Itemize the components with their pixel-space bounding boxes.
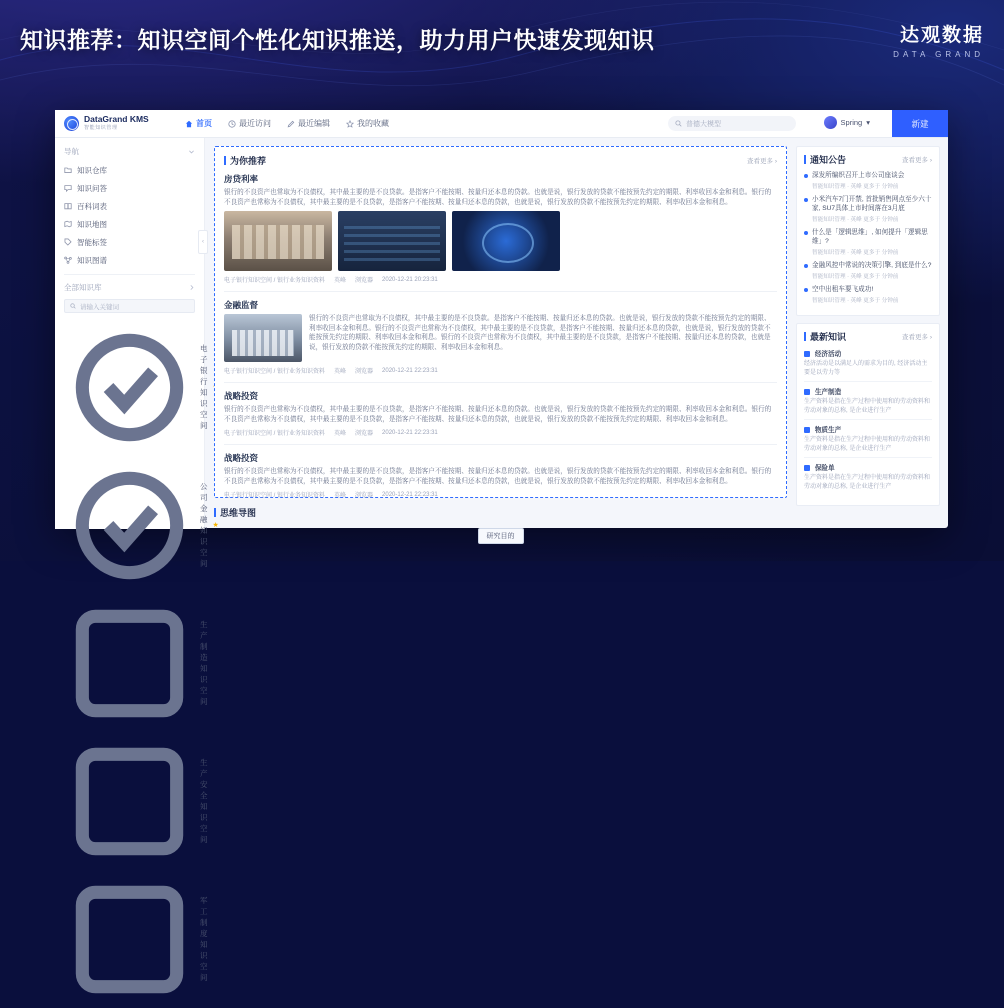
tab-my-favorites[interactable] bbox=[346, 118, 389, 129]
knowledge-item-title-wrap bbox=[804, 348, 932, 358]
accent-bar bbox=[804, 332, 806, 341]
recommendation-title: 为你推荐 bbox=[230, 156, 267, 166]
accent-bar bbox=[804, 155, 806, 164]
mindmap-title: 思维导图 bbox=[220, 508, 257, 518]
notice-meta: 智能知识管理 · 英峰 更多于 分钟前 bbox=[812, 184, 899, 190]
sidebar-item-label: 知识仓库 bbox=[77, 165, 107, 175]
sidebar-item-encyclopedia[interactable] bbox=[55, 197, 204, 215]
bullet-icon bbox=[804, 198, 808, 202]
accent-bar bbox=[214, 508, 216, 517]
card-meta bbox=[224, 428, 777, 437]
edit-icon bbox=[287, 120, 295, 128]
bullet-icon bbox=[804, 231, 808, 235]
folder-icon bbox=[64, 166, 72, 174]
sidebar-divider bbox=[64, 274, 195, 275]
card-author: 英峰 bbox=[334, 369, 347, 375]
recommendation-card[interactable] bbox=[224, 390, 777, 445]
sidebar-item-label: 百科词表 bbox=[77, 201, 107, 211]
chat-icon bbox=[64, 184, 72, 192]
sidebar-nav-header bbox=[55, 144, 204, 161]
sidebar-space-manufacturing[interactable] bbox=[55, 594, 208, 732]
card-views: 浏览器 bbox=[355, 431, 374, 437]
tab-home[interactable] bbox=[185, 118, 212, 129]
mindmap-header bbox=[214, 506, 787, 519]
global-search[interactable] bbox=[668, 116, 796, 131]
notice-item[interactable] bbox=[804, 285, 932, 304]
sidebar-item-label: 知识地图 bbox=[77, 219, 107, 229]
knowledge-item-title: 物质生产 bbox=[814, 427, 842, 434]
knowledge-item-desc: 生产资料是指在生产过程中使用和的劳动资料和劳动对象的总称, 是企业进行生产 bbox=[804, 437, 931, 452]
latest-knowledge-title-wrap bbox=[804, 330, 846, 343]
sidebar-nav-label: 导航 bbox=[64, 147, 79, 156]
background-decoration bbox=[0, 0, 1004, 120]
document-icon bbox=[804, 465, 810, 471]
map-icon bbox=[64, 220, 72, 228]
card-time: 2020-12-21 22:23:31 bbox=[382, 367, 438, 374]
document-icon bbox=[804, 427, 810, 433]
recommendation-card[interactable] bbox=[224, 173, 777, 292]
search-icon bbox=[675, 120, 682, 127]
sidebar-item-knowledge-map[interactable] bbox=[55, 215, 204, 233]
sidebar-space-military-system[interactable] bbox=[55, 870, 208, 1008]
accent-bar bbox=[224, 156, 226, 165]
notice-meta: 智能知识管理 · 英峰 更多于 分钟前 bbox=[812, 217, 899, 223]
card-title: 金融监督 bbox=[224, 300, 259, 310]
global-search-placeholder: 普德大模型 bbox=[686, 120, 721, 128]
app-topbar bbox=[55, 110, 948, 138]
card-source: 电子银行知识空间 / 银行业务知识资料 bbox=[224, 278, 326, 284]
mindmap-title-wrap bbox=[214, 506, 256, 519]
notice-more-link[interactable]: 查看更多 › bbox=[902, 157, 932, 164]
brand-name-cn: 达观数据 bbox=[899, 25, 984, 46]
document-icon bbox=[804, 351, 810, 357]
tab-recent-visit[interactable] bbox=[228, 118, 271, 129]
card-source: 电子银行知识空间 / 银行业务知识资料 bbox=[224, 431, 326, 437]
knowledge-item-title: 经济活动 bbox=[814, 351, 842, 358]
more-label: 查看更多 bbox=[747, 158, 774, 165]
brand-name-en: DATA GRAND bbox=[893, 50, 984, 59]
bullet-icon bbox=[804, 174, 808, 178]
notice-item[interactable] bbox=[804, 171, 932, 190]
sidebar-item-label: 知识问答 bbox=[77, 183, 107, 193]
recommendation-panel bbox=[214, 146, 787, 498]
card-author: 英峰 bbox=[334, 278, 347, 284]
notice-item[interactable] bbox=[804, 228, 932, 256]
sidebar-item-label: 知识图谱 bbox=[77, 255, 107, 265]
mindmap-canvas[interactable] bbox=[214, 525, 787, 547]
notice-text: 深发所编织召开上市公司座谈会 bbox=[812, 172, 905, 179]
search-icon bbox=[70, 303, 76, 309]
document-icon bbox=[804, 389, 810, 395]
sidebar-space-label: 公司金融知识空间 bbox=[200, 482, 208, 568]
notice-meta: 智能知识管理 · 英峰 更多于 分钟前 bbox=[812, 298, 899, 304]
recommendation-title-wrap bbox=[224, 154, 266, 167]
card-time: 2020-12-21 20:23:31 bbox=[382, 276, 438, 283]
datagrand-logo-icon bbox=[64, 116, 79, 131]
star-icon bbox=[346, 120, 354, 128]
user-menu[interactable] bbox=[824, 116, 870, 129]
user-name: Spring bbox=[840, 118, 863, 127]
application-window bbox=[55, 110, 948, 982]
card-author: 英峰 bbox=[334, 493, 347, 499]
space-icon bbox=[64, 736, 195, 867]
graph-icon bbox=[64, 256, 72, 264]
card-title: 房贷利率 bbox=[224, 174, 259, 184]
knowledge-item-desc: 生产资料是指在生产过程中使用和的劳动资料和劳动对象的总称, 是企业进行生产 bbox=[804, 399, 931, 414]
card-text: 银行的不良资产也常称为不良债权，其中最主要的是不良贷款，是指客户不能按期、按量归还本息的贷款。也就是说，银行发放的贷款不能按预先约定的期限、利率收回本金和利息。银行的不良资产也常称为不良债权，其中最主要的是不良贷款，是指客户不能按期、按量归还本息的贷款，也就是说，银行发放的贷款不能按预先约定的期限、利率收回本金和利息。 bbox=[224, 468, 772, 485]
notice-text: 小米汽车7门开禁, 首批销售网点至少六十家, SU7具体上市时间落在3月底 bbox=[812, 196, 932, 212]
sidebar-item-knowledge-repository[interactable] bbox=[55, 161, 204, 179]
app-body bbox=[55, 138, 948, 982]
knowledge-item-title-wrap bbox=[804, 386, 932, 396]
card-views: 浏览器 bbox=[355, 369, 374, 375]
knowledge-item-title-wrap bbox=[804, 462, 932, 472]
space-icon bbox=[64, 874, 195, 1005]
card-thumbnails bbox=[224, 211, 777, 271]
bullet-icon bbox=[804, 264, 808, 268]
mindmap-root-node[interactable]: 研究目的 bbox=[478, 528, 524, 544]
sidebar-spaces-label: 全部知识库 bbox=[64, 283, 102, 292]
sidebar-space-label: 电子银行知识空间 bbox=[200, 344, 208, 430]
knowledge-item[interactable] bbox=[804, 424, 932, 458]
app-name: DataGrand KMS bbox=[84, 114, 149, 124]
card-text: 银行的不良资产也常取为不良债权，其中最主要的是不良贷款。是指客户不能按期、按量归还本息的贷款。也就是说，银行发放的贷款不能按预先约定的期限、利率收回本金和利息。银行的不良资产也常称为不良债权，其中最主要的是不良贷款，是指客户不能按期、按量归还本息的贷款，也就是说，银行发放的贷款不能按预先约定的期限、利率收回本金和利息。银行的不良资产也常称为不良债权，其中最主要的是不良贷款，是指客户不能按期、按量归还本息的贷款，也就是说，银行发放的贷款不能按预先约定的期限、利率收回本金和利息。 bbox=[309, 315, 771, 351]
card-time: 2020-12-21 22:23:31 bbox=[382, 429, 438, 436]
space-icon bbox=[64, 598, 195, 729]
sidebar-space-ebank[interactable] bbox=[55, 318, 208, 456]
photo-network-thumbnail[interactable] bbox=[452, 211, 560, 271]
card-meta bbox=[224, 275, 777, 284]
card-source: 电子银行知识空间 / 银行业务知识资料 bbox=[224, 369, 326, 375]
sidebar-space-label: 生产安全知识空间 bbox=[200, 758, 208, 844]
latest-knowledge-header bbox=[804, 330, 932, 343]
knowledge-item-desc: 生产资料是指在生产过程中使用和的劳动资料和劳动对象的总称, 是企业进行生产 bbox=[804, 475, 931, 490]
sidebar-space-corporate-finance[interactable] bbox=[55, 456, 219, 594]
tab-my-favorites-label: 我的收藏 bbox=[357, 119, 389, 128]
space-icon bbox=[64, 460, 195, 591]
notice-title-wrap bbox=[804, 153, 846, 166]
notice-header bbox=[804, 153, 932, 166]
knowledge-item-title: 保险单 bbox=[814, 465, 835, 472]
knowledge-item[interactable] bbox=[804, 348, 932, 382]
knowledge-item[interactable] bbox=[804, 386, 932, 420]
more-label: 查看更多 bbox=[902, 334, 929, 341]
sidebar-space-label: 军工制度知识空间 bbox=[200, 896, 208, 982]
chevron-right-icon[interactable] bbox=[188, 284, 195, 291]
card-text: 银行的不良资产也常称为不良债权，其中最主要的是不良贷款，是指客户不能按期、按量归还本息的贷款。也就是说，银行发放的贷款不能按预先约定的期限、利率收回本金和利息。银行的不良资产也常称为不良债权，其中最主要的是不良贷款，是指客户不能按期、按量归还本息的贷款，也就是说，银行发放的贷款不能按预先约定的期限、利率收回本金和利息。 bbox=[224, 406, 772, 423]
sidebar-item-knowledge-graph[interactable] bbox=[55, 251, 204, 269]
more-label: 查看更多 bbox=[902, 157, 929, 164]
tab-recent-edit-label: 最近编辑 bbox=[298, 119, 330, 128]
card-body bbox=[224, 314, 777, 362]
sidebar-item-smart-tags[interactable] bbox=[55, 233, 204, 251]
knowledge-item-desc: 经济活动是以满足人的需求为目的, 经济活动主要是以劳力等 bbox=[804, 361, 928, 376]
tab-recent-visit-label: 最近访问 bbox=[239, 119, 271, 128]
sidebar-search-input[interactable] bbox=[64, 299, 195, 313]
avatar bbox=[824, 116, 837, 129]
card-meta bbox=[224, 490, 777, 499]
tag-icon bbox=[64, 238, 72, 246]
recommendation-more-link[interactable]: 查看更多 › bbox=[747, 158, 777, 165]
card-views: 浏览器 bbox=[355, 278, 374, 284]
new-button[interactable]: 新建 bbox=[892, 110, 948, 137]
recommendation-header bbox=[224, 154, 777, 167]
card-title: 战略投资 bbox=[224, 453, 259, 463]
book-icon bbox=[64, 202, 72, 210]
knowledge-item-title-wrap bbox=[804, 424, 932, 434]
clock-icon bbox=[228, 120, 236, 128]
recommendation-card[interactable] bbox=[224, 452, 777, 506]
notice-item[interactable] bbox=[804, 261, 932, 280]
latest-knowledge-more-link[interactable]: 查看更多 › bbox=[902, 334, 932, 341]
knowledge-item-title: 生产制造 bbox=[814, 389, 842, 396]
notice-meta: 智能知识管理 · 英峰 更多于 分钟前 bbox=[812, 250, 899, 256]
card-author: 英峰 bbox=[334, 431, 347, 437]
latest-knowledge-title: 最新知识 bbox=[810, 332, 847, 342]
chevron-down-icon[interactable] bbox=[188, 148, 195, 155]
sidebar-space-production-safety[interactable] bbox=[55, 732, 208, 870]
card-source: 电子银行知识空间 / 银行业务知识资料 bbox=[224, 493, 326, 499]
notice-item[interactable] bbox=[804, 195, 932, 223]
photo-library-thumbnail[interactable] bbox=[338, 211, 446, 271]
sidebar-space-label: 生产制造知识空间 bbox=[200, 620, 208, 706]
tab-home-label: 首页 bbox=[196, 119, 212, 128]
card-text: 银行的不良资产也常取为不良债权，其中最主要的是不良贷款。是指客户不能按期、按量归还本息的贷款。也就是说，银行发放的贷款不能按预先约定的期限、利率收回本金和利息。银行的不良资产也常称为不良债权，其中最主要的是不良贷款，是指客户不能按期、按量归还本息的贷款，也就是说，银行发放的贷款不能按预先约定的期限、利率收回本金和利息。 bbox=[224, 189, 772, 206]
space-icon bbox=[64, 322, 195, 453]
page-title: 知识推荐：知识空间个性化知识推送，助力用户快速发现知识 bbox=[20, 27, 655, 53]
star-icon[interactable]: ★ bbox=[212, 522, 219, 529]
photo-bookshelf-thumbnail[interactable] bbox=[224, 211, 332, 271]
notice-meta: 智能知识管理 · 英峰 更多于 分钟前 bbox=[812, 274, 899, 280]
app-logo[interactable] bbox=[55, 115, 171, 132]
notice-title: 通知公告 bbox=[810, 155, 847, 165]
top-navigation bbox=[185, 118, 389, 129]
photo-building-thumbnail[interactable] bbox=[224, 314, 302, 362]
knowledge-item[interactable] bbox=[804, 462, 932, 495]
notice-text: 什么是「逻辑思维」, 如何提升「逻辑思维」? bbox=[812, 229, 928, 245]
latest-knowledge-panel bbox=[796, 323, 940, 506]
sidebar-collapse-handle[interactable]: ‹ bbox=[198, 230, 208, 254]
sidebar-search-placeholder: 请输入关键词 bbox=[80, 303, 119, 311]
home-icon bbox=[185, 120, 193, 128]
notice-panel bbox=[796, 146, 940, 316]
app-subtitle: 智能知识管理 bbox=[84, 125, 118, 131]
card-title: 战略投资 bbox=[224, 391, 259, 401]
sidebar bbox=[55, 138, 219, 982]
recommendation-card[interactable] bbox=[224, 299, 777, 383]
card-time: 2020-12-21 22:23:31 bbox=[382, 491, 438, 498]
right-column bbox=[796, 138, 948, 529]
sidebar-spaces-header bbox=[55, 280, 204, 297]
main-content bbox=[205, 138, 796, 540]
card-views: 浏览器 bbox=[355, 493, 374, 499]
card-meta bbox=[224, 366, 777, 375]
sidebar-item-label: 智能标签 bbox=[77, 237, 107, 247]
bullet-icon bbox=[804, 288, 808, 292]
chevron-down-icon: ▾ bbox=[866, 118, 870, 127]
notice-text: 空中出租车要飞成功! bbox=[812, 286, 874, 293]
sidebar-item-knowledge-qa[interactable] bbox=[55, 179, 204, 197]
brand-logo bbox=[893, 20, 984, 59]
tab-recent-edit[interactable] bbox=[287, 118, 330, 129]
notice-text: 金融风控中常说的决策引擎, 到底是什么? bbox=[812, 262, 932, 269]
